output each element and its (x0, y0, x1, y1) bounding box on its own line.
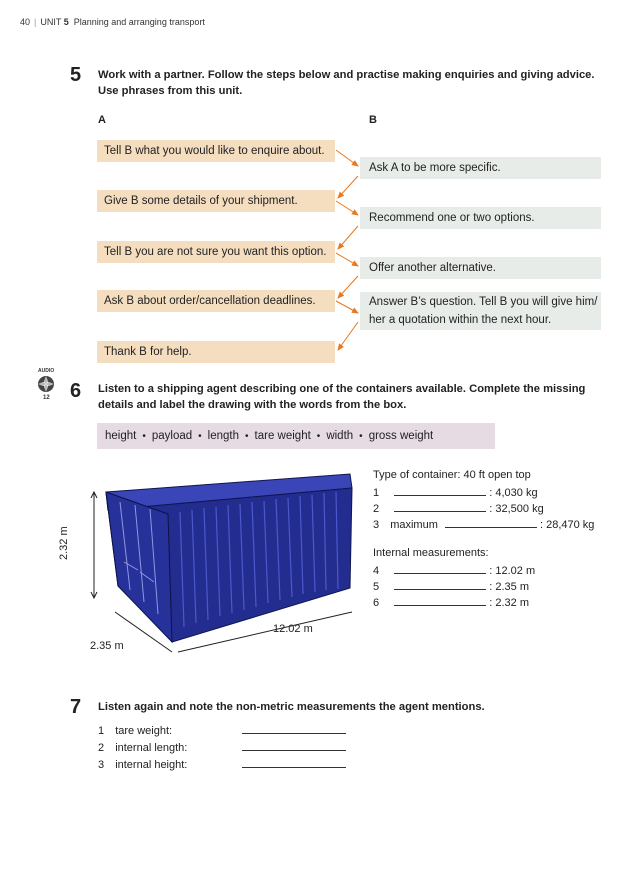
field-3-prefix: maximum (390, 519, 438, 531)
exercise-7-instruction: Listen again and note the non-metric measurements the agent mentions. (98, 701, 485, 713)
ex7-item-1 (98, 725, 346, 737)
field-2-value: : 32,500 kg (489, 503, 544, 515)
audio-cd-icon[interactable] (37, 375, 55, 393)
ex7-item-3 (98, 759, 346, 771)
step-b-3-text: Offer another alternative. (369, 262, 496, 274)
step-a-4: Ask B about order/cancellation deadlines. (97, 290, 335, 312)
step-b-1-text: Ask A to be more specific. (369, 162, 501, 174)
ex7-item-2 (98, 742, 346, 754)
arrow-b3-a4 (338, 276, 358, 298)
arrow-a3-b3 (336, 253, 358, 266)
word-width: width (326, 430, 354, 442)
field-row-4 (373, 565, 535, 577)
word-separator: • (198, 430, 202, 442)
field-4-value: : 12.02 m (489, 565, 536, 577)
dim-width-label: 2.35 m (90, 640, 124, 652)
ex7-item-2-label: internal length: (115, 742, 188, 754)
field-1-value: : 4,030 kg (489, 487, 538, 499)
exercise-6-number: 6 (70, 380, 82, 402)
audio-label: AUDIO (38, 368, 55, 374)
exercise-7-number: 7 (70, 696, 82, 718)
field-row-5 (373, 581, 529, 593)
word-box (97, 423, 495, 449)
field-6-blank[interactable] (394, 605, 486, 606)
header-divider: | (34, 17, 37, 27)
ex7-item-2-blank[interactable] (242, 750, 346, 751)
field-5-value: : 2.35 m (489, 581, 529, 593)
column-a-header: A (98, 114, 106, 126)
dim-length-label: 12.02 m (273, 623, 313, 635)
exercise-5-number: 5 (70, 64, 82, 86)
field-row-6 (373, 597, 529, 609)
field-3-blank[interactable] (445, 527, 537, 528)
word-length: length (207, 430, 240, 442)
field-row-3 (373, 519, 594, 531)
step-a-5: Thank B for help. (97, 341, 335, 363)
word-separator: • (142, 430, 146, 442)
word-payload: payload (151, 430, 193, 442)
ex7-item-3-label: internal height: (115, 759, 188, 771)
word-separator: • (359, 430, 363, 442)
container-type-label: Type of container: 40 ft open top (373, 469, 531, 481)
field-1-number: 1 (373, 487, 380, 499)
internal-measurements-label: Internal measurements: (373, 547, 489, 559)
ex7-item-3-blank[interactable] (242, 767, 346, 768)
arrow-b2-a3 (338, 226, 358, 249)
field-5-number: 5 (373, 581, 380, 593)
container-body (106, 474, 352, 642)
unit-number: 5 (63, 17, 69, 27)
ex7-item-1-blank[interactable] (242, 733, 346, 734)
field-1-blank[interactable] (394, 495, 486, 496)
field-6-value: : 2.32 m (489, 597, 529, 609)
step-b-4-line2: her a quotation within the next hour. (369, 314, 552, 326)
page-title: Planning and arranging transport (73, 17, 205, 27)
word-height: height (105, 430, 137, 442)
column-b-header: B (369, 114, 377, 126)
ex7-item-1-number: 1 (98, 725, 105, 737)
arrow-b4-a5 (338, 322, 358, 350)
step-a-1: Tell B what you would like to enquire about. (97, 140, 335, 162)
dim-height-label: 2.32 m (58, 526, 70, 560)
field-2-number: 2 (373, 503, 380, 515)
word-separator: • (316, 430, 321, 442)
arrow-a4-b4 (336, 301, 358, 313)
field-row-1 (373, 487, 538, 499)
field-3-value: : 28,470 kg (539, 519, 595, 531)
arrow-a1-b1 (336, 150, 358, 166)
exercise-5-instruction-line1: Work with a partner. Follow the steps below and practise making enquiries and giving advice. (98, 69, 595, 81)
page-number: 40 (20, 17, 31, 27)
field-3-number: 3 (373, 519, 380, 531)
exercise-5-instruction-line2: Use phrases from this unit. (98, 85, 243, 97)
field-5-blank[interactable] (394, 589, 486, 590)
audio-track-number: 12 (43, 395, 50, 401)
word-gross-weight: gross weight (368, 430, 434, 442)
ex7-item-1-label: tare weight: (115, 725, 173, 737)
container-illustration (60, 462, 360, 662)
word-tare-weight: tare weight (254, 430, 311, 442)
arrow-a2-b2 (336, 201, 358, 215)
ex7-item-2-number: 2 (98, 742, 105, 754)
field-2-blank[interactable] (394, 511, 486, 512)
step-a-3: Tell B you are not sure you want this option. (97, 241, 335, 263)
step-a-2: Give B some details of your shipment. (97, 190, 335, 212)
exercise-6-instruction-line2: details and label the drawing with the words from the box. (98, 399, 407, 411)
exercise-6-instruction (98, 381, 618, 413)
word-separator: • (245, 430, 249, 442)
field-4-number: 4 (373, 565, 380, 577)
unit-label: UNIT (40, 17, 62, 27)
step-b-2-text: Recommend one or two options. (369, 212, 535, 224)
step-b-4-line1: Answer B’s question. Tell B you will give him/ (369, 296, 598, 308)
field-4-blank[interactable] (394, 573, 486, 574)
field-6-number: 6 (373, 597, 380, 609)
arrow-b1-a2 (338, 176, 358, 198)
ex7-item-3-number: 3 (98, 759, 105, 771)
field-row-2 (373, 503, 544, 515)
exercise-6-instruction-line1: Listen to a shipping agent describing one of the containers available. Complete the missing (98, 383, 586, 395)
